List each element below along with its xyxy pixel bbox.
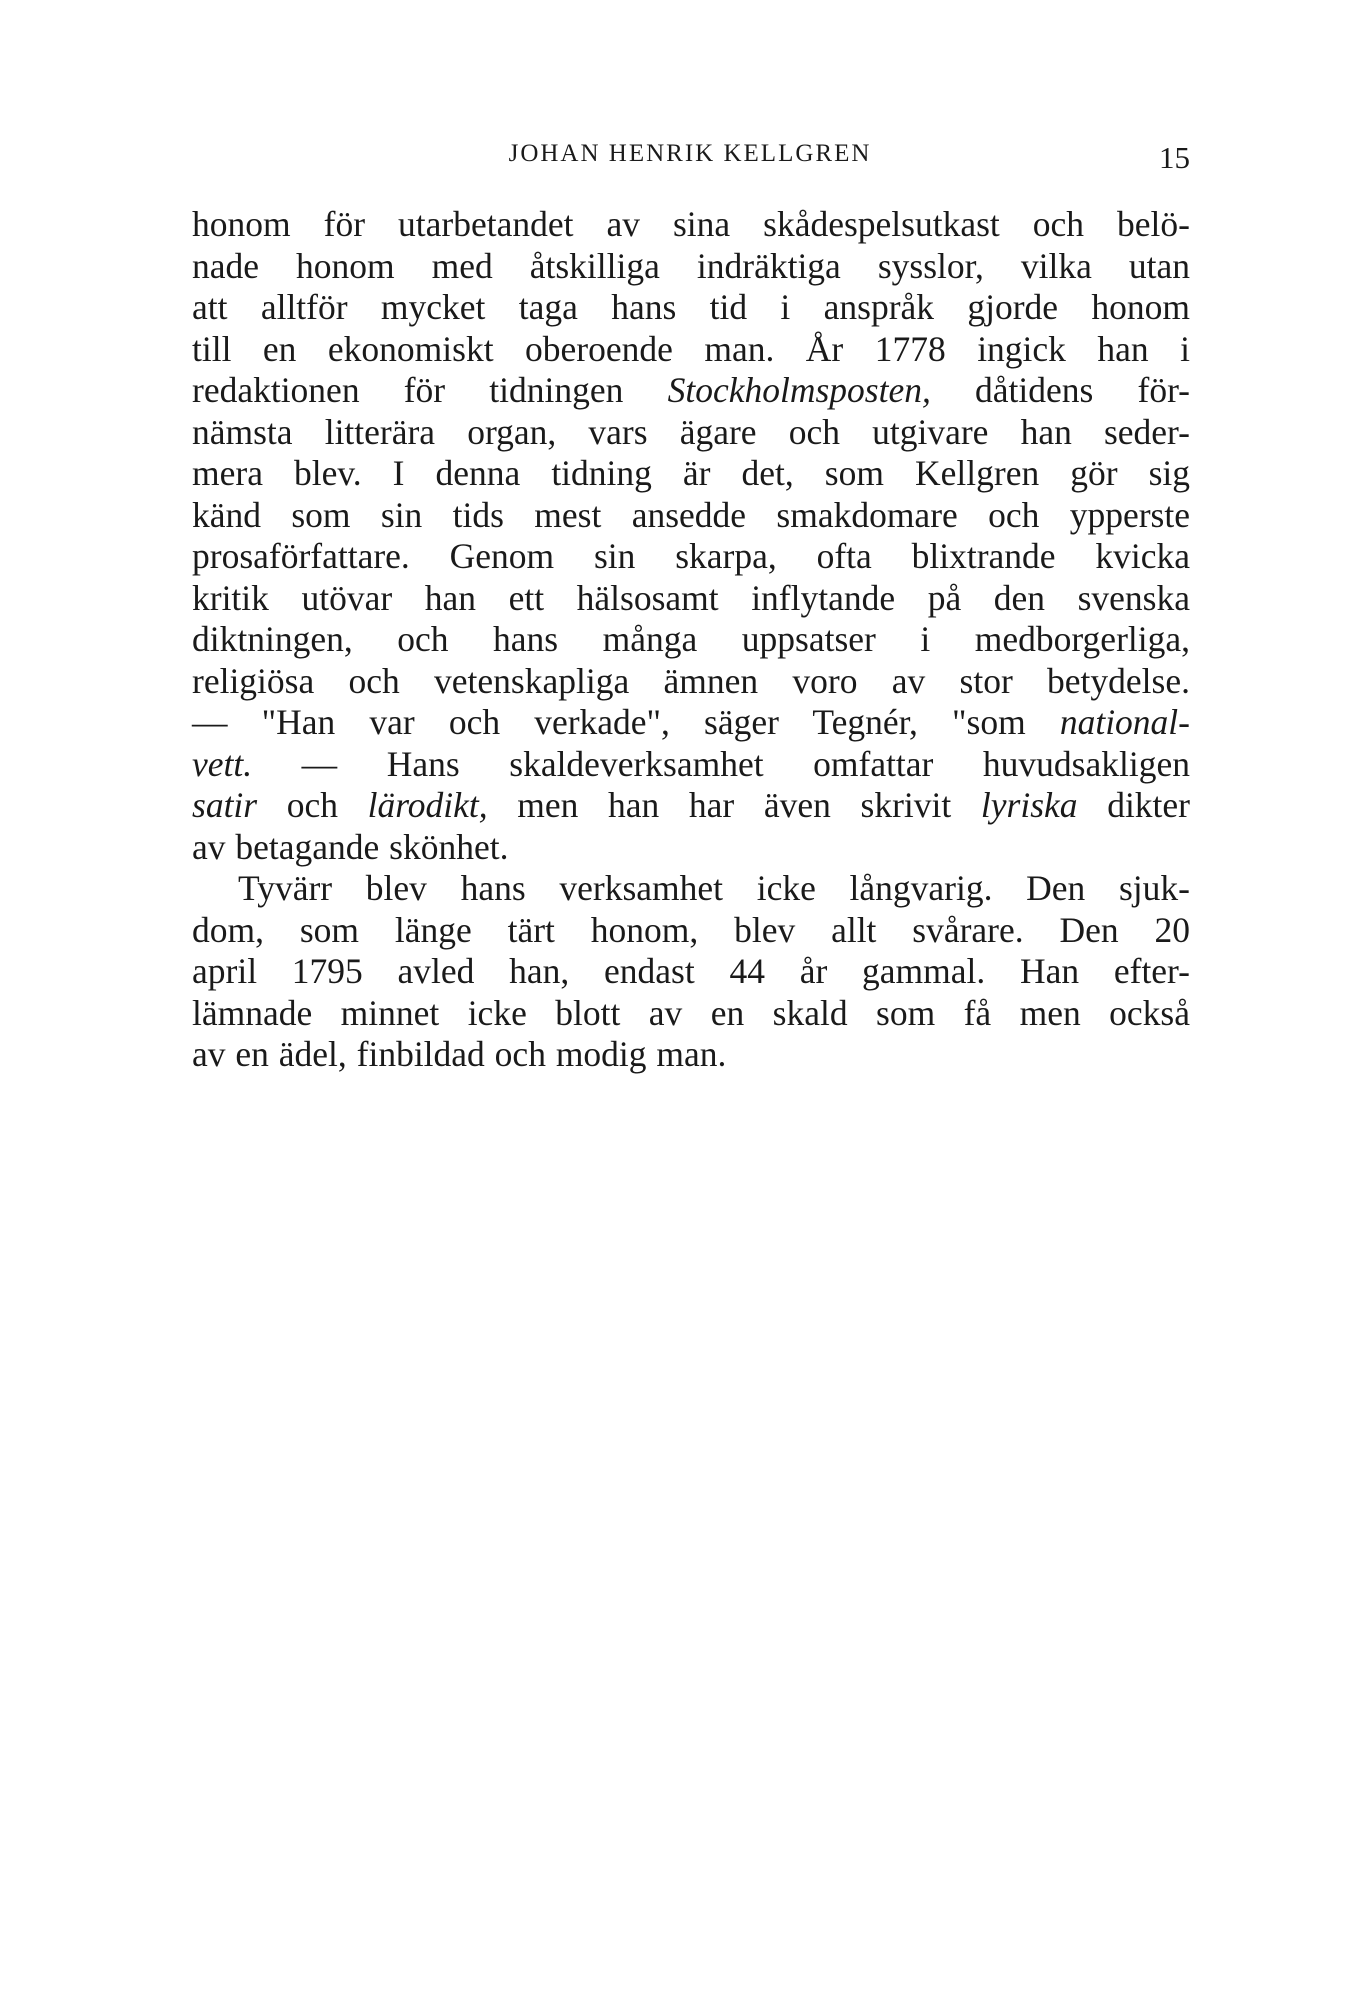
italic-text: lärodikt, [367,785,488,825]
text-line: av en ädel, finbildad och modig man. [192,1034,727,1074]
running-title: JOHAN HENRIK KELLGREN [508,140,872,167]
text-line: religiösa och vetenskapliga ämnen voro av stor betydelse. [192,660,1190,701]
italic-text: satir [192,785,258,825]
running-head [190,140,1190,180]
text-line: nade honom med åtskilliga indräktiga sysslor, vilka utan [192,245,1190,286]
text-line: dom, som länge tärt honom, blev allt svårare. Den 20 [192,909,1190,950]
body-text [192,204,1190,1076]
text-line: diktningen, och hans många uppsatser i medborgerliga, [192,619,1190,659]
text-line: prosaförfattare. Genom sin skarpa, ofta blixtrande kvicka [192,536,1190,576]
text-line: av betagande skönhet. [192,826,509,867]
text-line: honom för utarbetandet av sina skådespelsutkast och belö- [192,204,1190,244]
page-number: 15 [1159,140,1190,175]
text-line: — "Han var och verkade", säger Tegnér, "som national- [192,702,1190,742]
text-line: kritik utövar han ett hälsosamt inflytande på den svenska [192,577,1190,618]
italic-text: national- [1059,702,1190,742]
text-line: att alltför mycket taga hans tid i anspråk gjorde honom [192,287,1190,327]
italic-text: lyriska [980,785,1078,825]
text-line: lämnade minnet icke blott av en skald som få men också [192,992,1190,1033]
italic-text: vett. [192,743,253,784]
text-line: satir och lärodikt, men han har även skrivit lyriska dikter [192,785,1190,825]
text-line: redaktionen för tidningen Stockholmsposten, dåtidens för- [192,370,1190,410]
text-line: april 1795 avled han, endast 44 år gammal. Han efter- [192,951,1190,991]
text-line: Tyvärr blev hans verksamhet icke långvarig. Den sjuk- [238,868,1190,908]
italic-text: Stockholmsposten, [667,370,931,410]
text-line: till en ekonomiskt oberoende man. År 1778 ingick han i [192,328,1190,369]
text-line: mera blev. I denna tidning är det, som Kellgren gör sig [192,453,1190,493]
text-line: känd som sin tids mest ansedde smakdomare och ypperste [192,494,1190,535]
text-line: vett. — Hans skaldeverksamhet omfattar huvudsakligen [192,743,1190,784]
text-line: nämsta litterära organ, vars ägare och utgivare han seder- [192,411,1190,452]
